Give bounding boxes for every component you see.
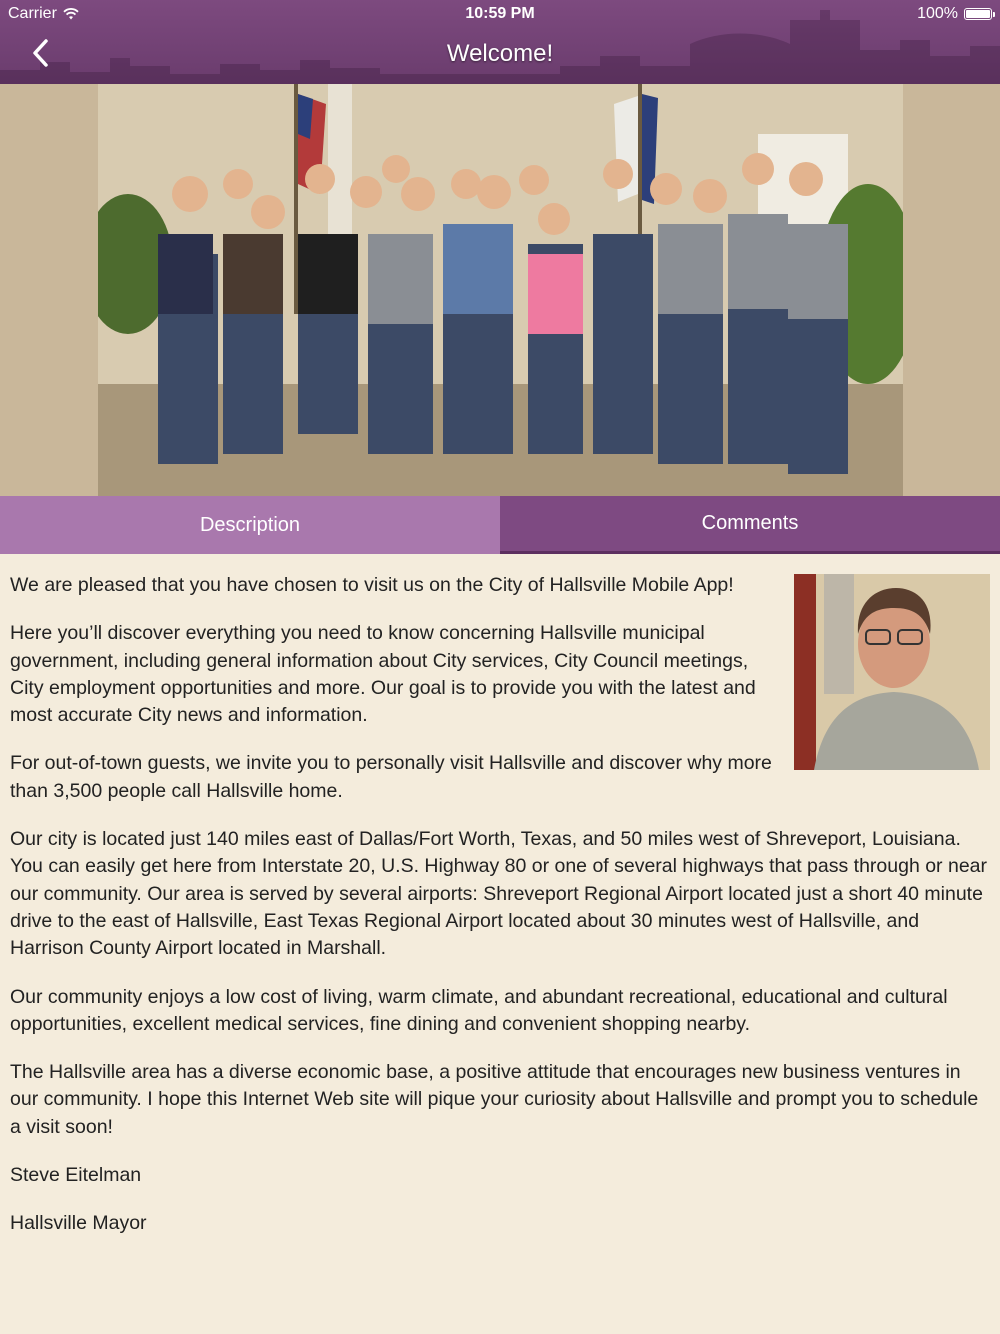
tab-comments[interactable]: Comments	[500, 496, 1000, 554]
status-bar	[0, 0, 1000, 28]
battery-icon	[964, 8, 992, 20]
page-title: Welcome!	[446, 40, 554, 67]
group-photo	[98, 84, 903, 496]
clock: 10:59 PM	[465, 5, 535, 22]
paragraph-3: For out-of-town guests, we invite you to personally visit Hallsville and discover why more than 3,500 people call Hallsville home.	[10, 752, 772, 802]
signature-title: Hallsville Mayor	[10, 1212, 147, 1235]
paragraph-6: The Hallsville area has a diverse economic base, a positive attitude that encourages new business ventures in our community. I hope this Internet Web site will pique your curiosity about Hallsville and prompt you to schedule a visit soon!	[10, 1061, 979, 1138]
mayor-photo	[794, 574, 990, 770]
signature-name: Steve Eitelman	[10, 1164, 142, 1187]
paragraph-2: Here you’ll discover everything you need to know concerning Hallsville municipal government, including general information about City services, City Council meetings, City employment opportunities and more. Our goal is to provide you with the latest and most accurate City news and information.	[10, 622, 756, 727]
paragraph-5: Our community enjoys a low cost of living, warm climate, and abundant recreational, educational and cultural opportunities, excellent medical services, fine dining and convenient shopping nearby.	[10, 985, 948, 1035]
segment-tabs	[0, 496, 1000, 554]
carrier-label: Carrier	[8, 5, 57, 22]
tab-description[interactable]: Description	[0, 496, 500, 554]
paragraph-4: Our city is located just 140 miles east of Dallas/Fort Worth, Texas, and 50 miles west of Shreveport, Louisiana. You can easily get here from Interstate 20, U.S. Highway 80 or one of several highways that pass through or near our community. Our area is served by several airports: Shreveport Regional Airport located just a short 40 minute drive to the east of Hallsville, East Texas Regional Airport located about 30 minutes west of Hallsville, and Harrison County Airport located in Marshall.	[10, 828, 987, 960]
hero-image-area	[0, 84, 1000, 496]
description-content	[10, 572, 990, 1259]
paragraph-1: We are pleased that you have chosen to visit us on the City of Hallsville Mobile App!	[10, 574, 734, 596]
battery-percent: 100%	[917, 5, 958, 22]
battery-group	[917, 5, 992, 23]
